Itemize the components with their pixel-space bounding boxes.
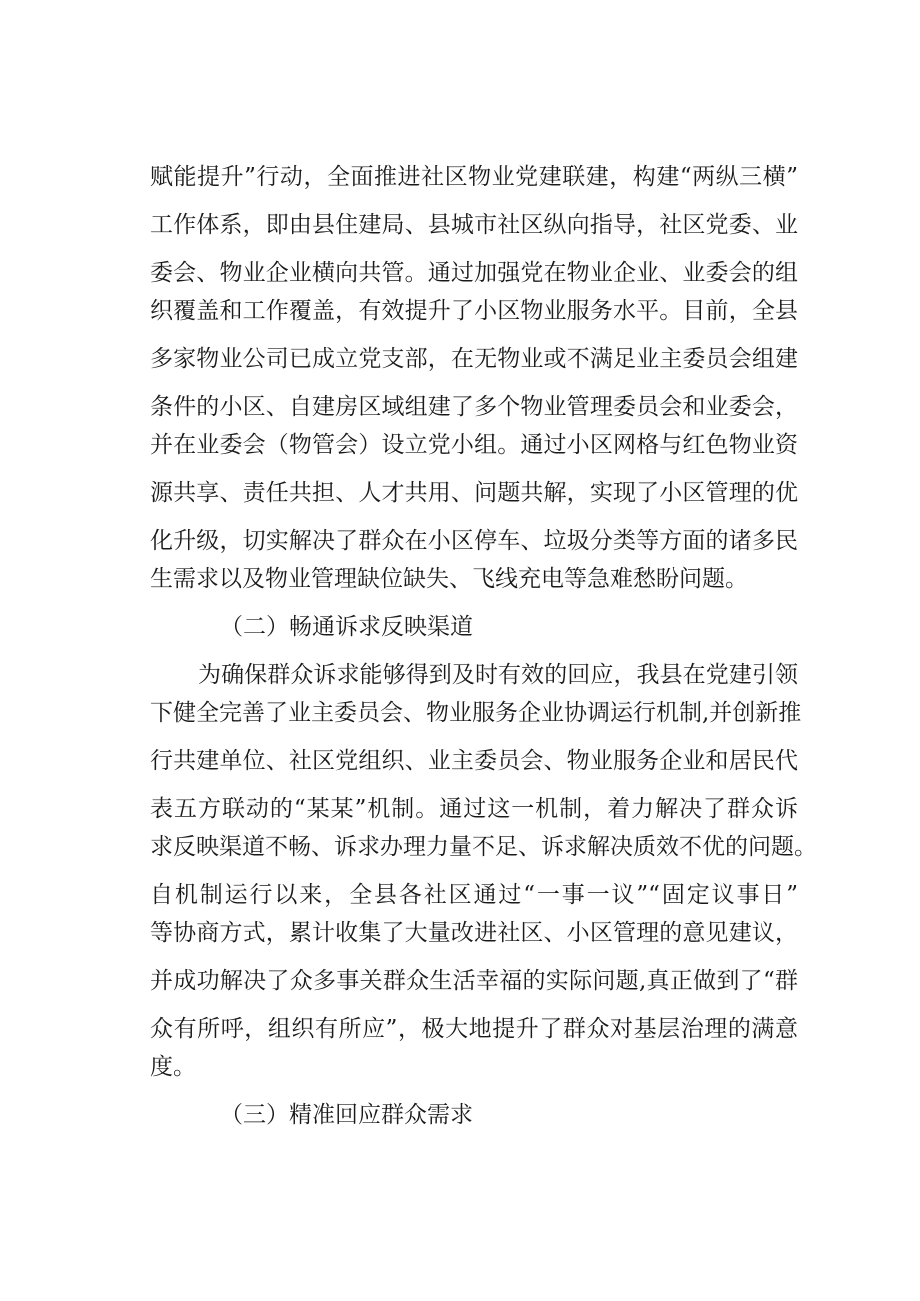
- paragraph-1-line-9: 化升级，切实解决了群众在小区停车、垃圾分类等方面的诸多民: [150, 528, 798, 554]
- paragraph-2-line-7: 等协商方式，累计收集了大量改进社区、小区管理的意见建议，: [150, 920, 798, 946]
- paragraph-1-line-7: 并在业委会（物管会）设立党小组。通过小区网格与红色物业资: [150, 432, 798, 458]
- paragraph-2-line-1: 为确保群众诉求能够得到及时有效的回应，我县在党建引领: [198, 662, 798, 688]
- paragraph-2-line-2: 下健全完善了业主委员会、物业服务企业协调运行机制,并创新推: [150, 700, 802, 726]
- paragraph-1-line-5: 多家物业公司已成立党支部，在无物业或不满足业主委员会组建: [150, 346, 798, 372]
- paragraph-1-line-10: 生需求以及物业管理缺位缺失、飞线充电等急难愁盼问题。: [150, 566, 748, 592]
- paragraph-1-line-4: 织覆盖和工作覆盖，有效提升了小区物业服务水平。目前，全县: [150, 298, 798, 324]
- paragraph-1-line-8: 源共享、责任共担、人才共用、问题共解，实现了小区管理的优: [150, 480, 798, 506]
- paragraph-1-line-2: 工作体系，即由县住建局、县城市社区纵向指导，社区党委、业: [150, 212, 798, 238]
- paragraph-2-line-10: 度。: [150, 1054, 196, 1080]
- paragraph-1-line-6: 条件的小区、自建房区域组建了多个物业管理委员会和业委会，: [150, 394, 798, 420]
- paragraph-1-line-3: 委会、物业企业横向共管。通过加强党在物业企业、业委会的组: [150, 260, 798, 286]
- section-heading-3: （三）精准回应群众需求: [220, 1102, 473, 1128]
- paragraph-2-line-6: 自机制运行以来，全县各社区通过“一事一议”“固定议事日”: [150, 882, 798, 908]
- paragraph-2-line-3: 行共建单位、社区党组织、业主委员会、物业服务企业和居民代: [150, 748, 798, 774]
- paragraph-2-line-9: 众有所呼，组织有所应”，极大地提升了群众对基层治理的满意: [150, 1016, 798, 1042]
- paragraph-2-line-4: 表五方联动的“某某”机制。通过这一机制，着力解决了群众诉: [150, 796, 798, 822]
- paragraph-2-line-8: 并成功解决了众多事关群众生活幸福的实际问题,真正做到了“群: [150, 968, 798, 994]
- paragraph-2-line-5: 求反映渠道不畅、诉求办理力量不足、诉求解决质效不优的问题。: [150, 834, 817, 860]
- paragraph-1-line-1: 赋能提升”行动，全面推进社区物业党建联建，构建“两纵三横”: [150, 164, 798, 190]
- section-heading-2: （二）畅通诉求反映渠道: [220, 614, 473, 640]
